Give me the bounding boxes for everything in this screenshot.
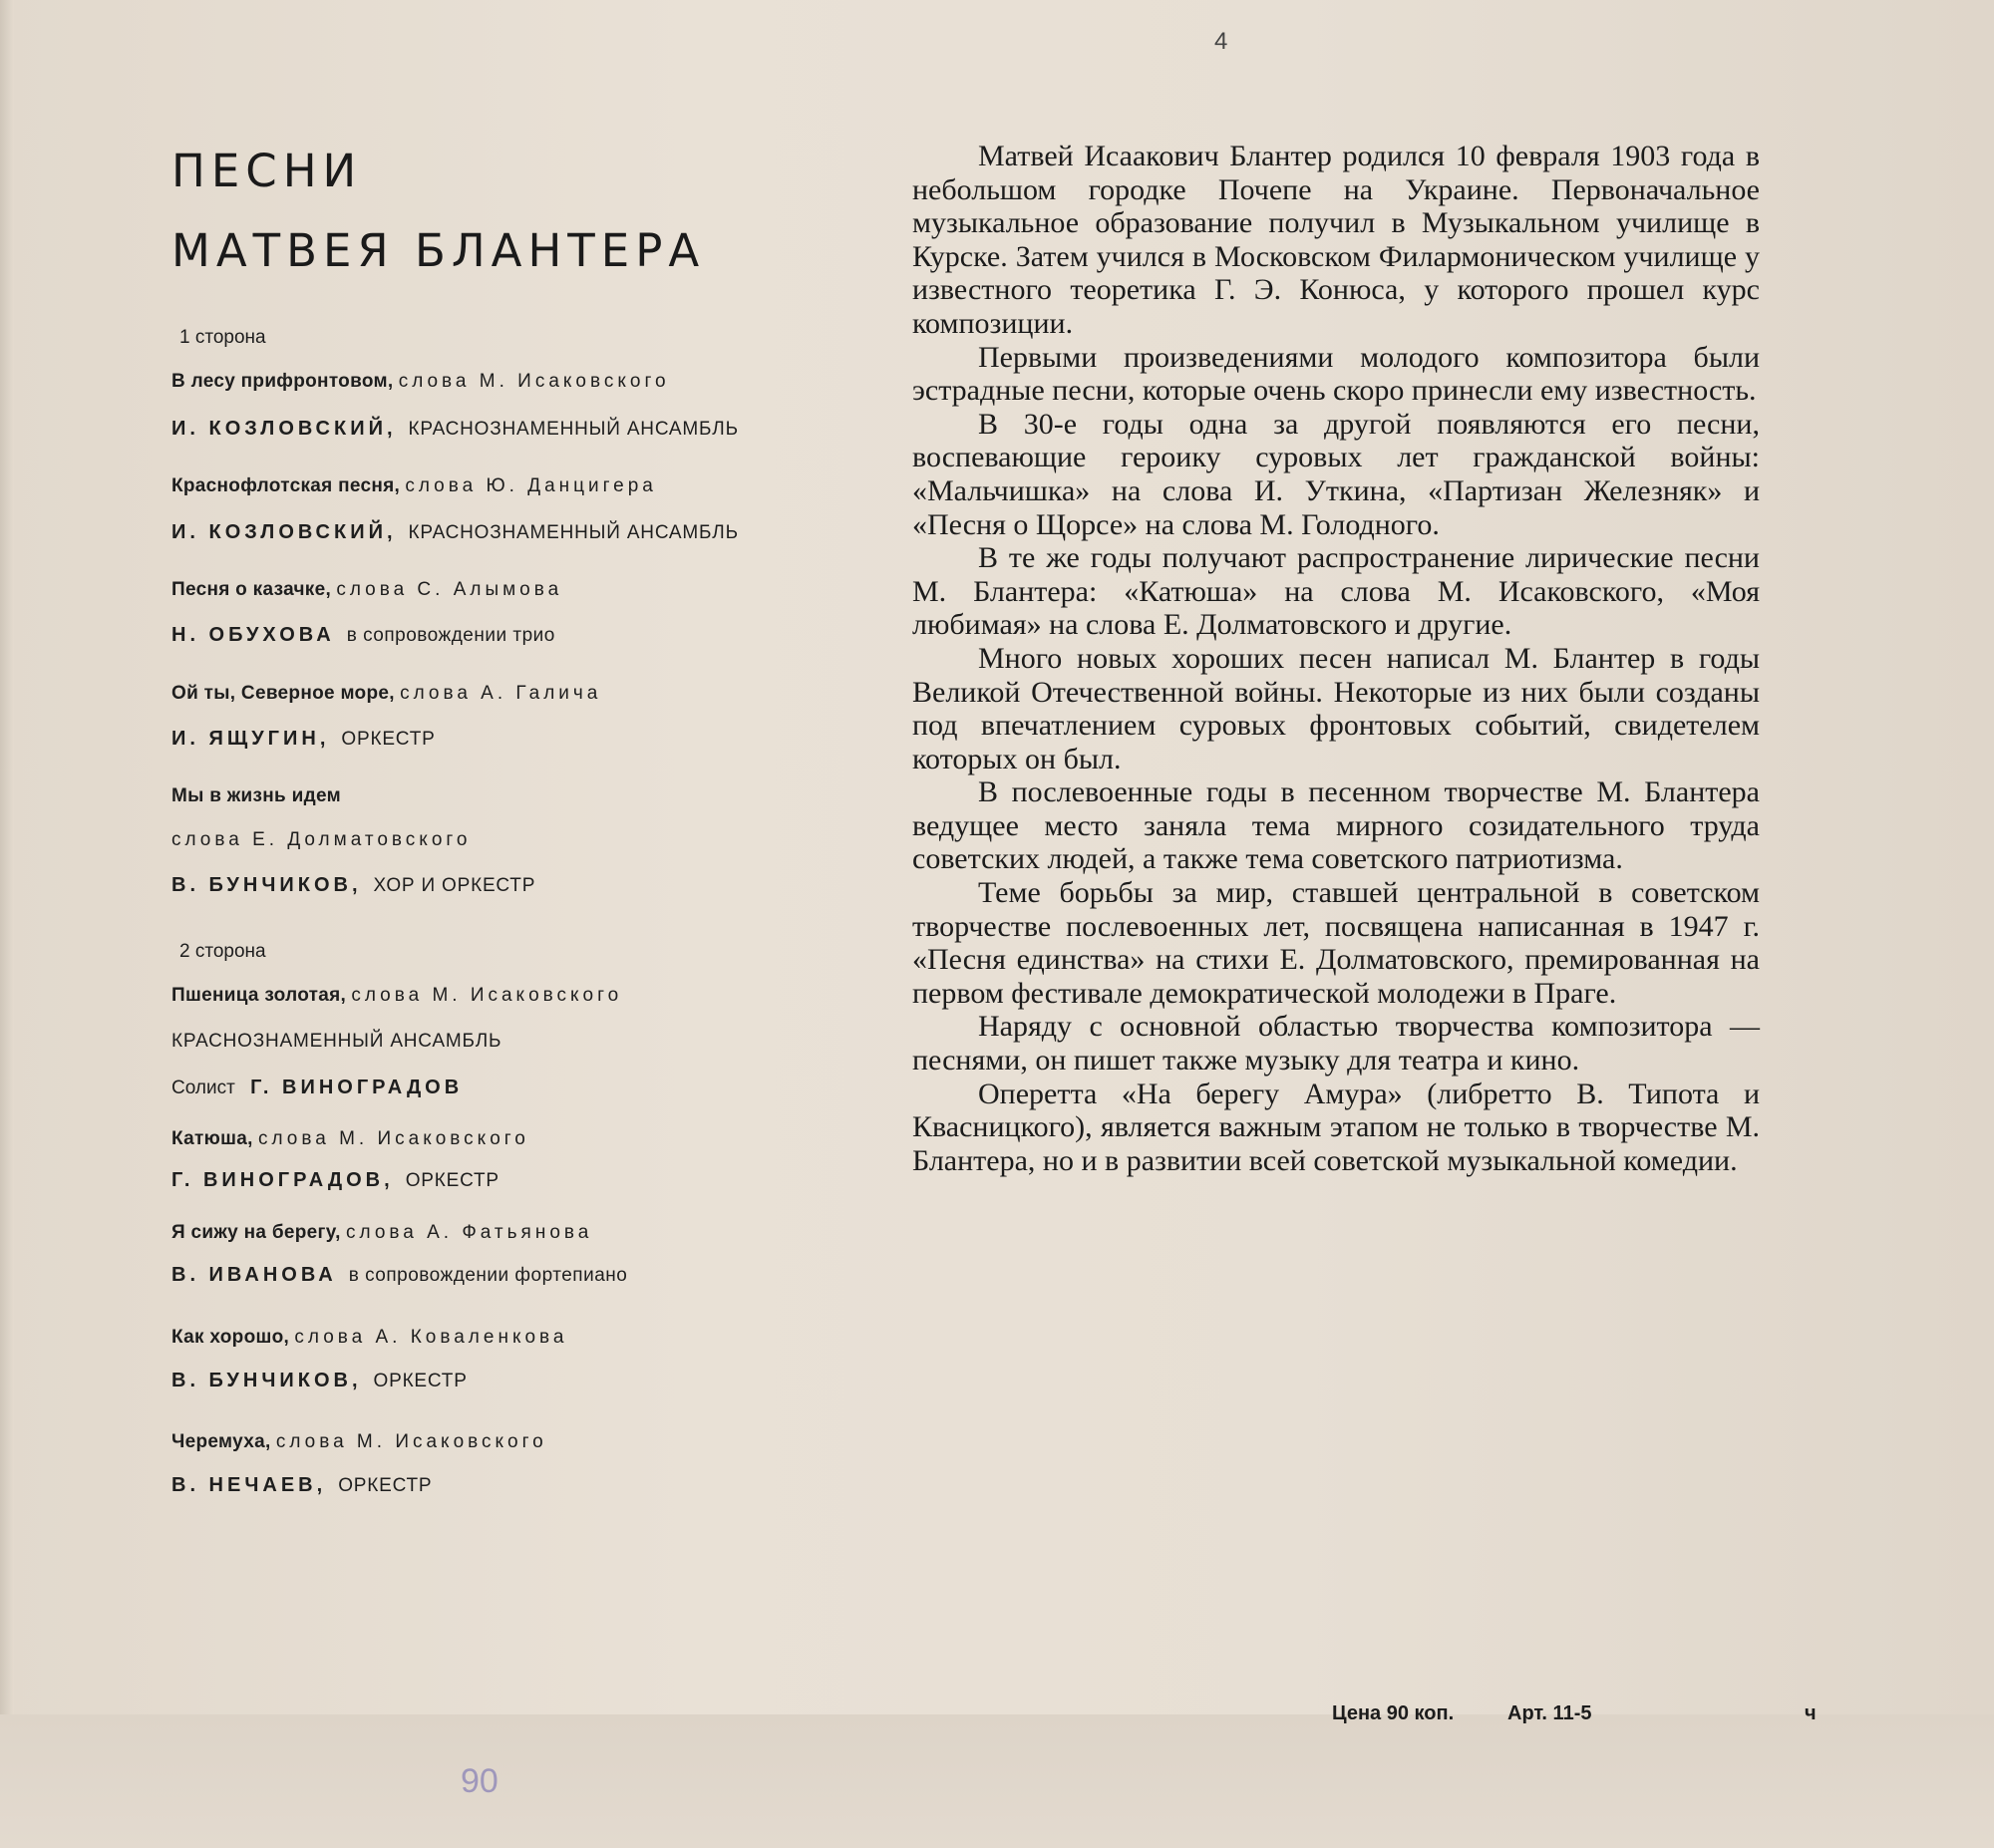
bio-paragraph: В послевоенные годы в песенном творчестве М. Блантера ведущее место заняла тема мирного созидательного труда советских людей, а также тема советского патриотизма. [912, 775, 1760, 876]
track-lyricist: слова А. Коваленкова [294, 1327, 568, 1348]
track-performer: И. КОЗЛОВСКИЙ, [171, 418, 397, 440]
title-line-1: ПЕСНИ [171, 145, 363, 197]
track-1-performer-row [171, 418, 739, 441]
track-performer: В. БУНЧИКОВ, [171, 1370, 362, 1391]
track-10-title-row [171, 1431, 547, 1453]
track-lyricist: слова Е. Долматовского [171, 829, 472, 850]
price-label: Цена 90 коп. [1332, 1702, 1455, 1724]
track-4-title-row [171, 683, 601, 705]
track-7-performer-row [171, 1169, 499, 1192]
track-1-title-row [171, 371, 670, 393]
track-7-title-row [171, 1128, 529, 1150]
side-2-label: 2 сторона [179, 941, 266, 962]
bio-paragraph: Оперетта «На берегу Амура» (либретто В. Типота и Квасницкого), является важным этапом не только в творчестве М. Блантера, но и в развитии всей советской музыкальной комедии. [912, 1077, 1760, 1177]
article-number: Арт. 11-5 [1507, 1702, 1592, 1724]
track-lyricist: слова М. Исаковского [351, 985, 623, 1006]
track-6-title-row [171, 985, 622, 1007]
track-lyricist: слова М. Исаковского [258, 1128, 529, 1149]
track-title: Краснофлотская песня, [171, 475, 401, 496]
track-title: Песня о казачке, [171, 579, 332, 600]
ink-stamp-mark: 90 [461, 1762, 498, 1800]
track-title: Пшеница золотая, [171, 985, 347, 1006]
track-9-title-row [171, 1327, 568, 1349]
track-performer: В. НЕЧАЕВ, [171, 1474, 327, 1496]
biography-text [912, 140, 1760, 1177]
side-1-label: 1 сторона [179, 327, 266, 348]
track-title: Я сижу на берегу, [171, 1222, 341, 1243]
track-accompaniment: ОРКЕСТР [405, 1170, 499, 1191]
track-lyricist: слова А. Фатьянова [346, 1222, 593, 1243]
track-accompaniment: ОРКЕСТР [341, 729, 436, 750]
bio-paragraph: В 30-е годы одна за другой появляются его песни, воспевающие героику суровых лет гражданской войны: «Мальчишка» на слова И. Уткина, «Партизан Железняк» и «Песня о Щорсе» на слова М. Голодного. [912, 407, 1760, 541]
track-10-performer-row [171, 1474, 432, 1497]
track-lyricist: слова М. Исаковского [275, 1431, 547, 1452]
track-4-performer-row [171, 728, 436, 751]
bio-paragraph: Наряду с основной областью творчества композитора — песнями, он пишет также музыку для театра и кино. [912, 1010, 1760, 1078]
track-5-performer-row [171, 874, 535, 897]
track-accompaniment: ОРКЕСТР [373, 1371, 468, 1391]
track-2-title-row [171, 475, 657, 497]
track-accompaniment: в сопровождении фортепиано [348, 1265, 628, 1286]
track-accompaniment: ХОР И ОРКЕСТР [373, 875, 536, 896]
track-performer: В. ИВАНОВА [171, 1264, 337, 1286]
track-performer: Н. ОБУХОВА [171, 624, 335, 646]
track-lyricist: слова Ю. Данцигера [405, 475, 657, 496]
track-9-performer-row [171, 1370, 468, 1392]
track-lyricist: слова А. Галича [400, 683, 602, 704]
bio-paragraph: В те же годы получают распространение лирические песни М. Блантера: «Катюша» на слова М. Исаковского, «Моя любимая» на слова Е. Долматовского и другие. [912, 541, 1760, 642]
track-ensemble: КРАСНОЗНАМЕННЫЙ АНСАМБЛЬ [171, 1031, 502, 1052]
track-title: Катюша, [171, 1128, 253, 1149]
bio-paragraph: Матвей Исаакович Блантер родился 10 февраля 1903 года в небольшом городке Почепе на Украине. Первоначальное музыкальное образование получил в Музыкальном училище в Курске. Затем учился в Московском Филармоническом училище у известного теоретика Г. Э. Конюса, у которого прошел курс композиции. [912, 140, 1760, 340]
track-5-title-row [171, 785, 341, 807]
track-6-ensemble-row [171, 1031, 501, 1053]
track-lyricist: слова С. Алымова [336, 579, 563, 600]
track-accompaniment: ОРКЕСТР [338, 1475, 433, 1496]
track-performer: В. БУНЧИКОВ, [171, 874, 362, 896]
track-8-performer-row [171, 1264, 627, 1287]
soloist-label: Солист [171, 1078, 235, 1098]
track-title: Мы в жизнь идем [171, 785, 341, 806]
bio-paragraph: Много новых хороших песен написал М. Блантер в годы Великой Отечественной войны. Некоторые из них были созданы под впечатлением суровых фронтовых событий, свидетелем которых он был. [912, 641, 1760, 775]
track-performer: И. ЯЩУГИН, [171, 728, 330, 750]
track-accompaniment: в сопровождении трио [346, 625, 555, 646]
track-5-lyricist-row [171, 829, 471, 851]
title-line-2: МАТВЕЯ БЛАНТЕРА [171, 224, 706, 277]
track-performer: Г. ВИНОГРАДОВ, [171, 1169, 394, 1191]
track-3-performer-row [171, 624, 555, 647]
bio-paragraph: Теме борьбы за мир, ставшей центральной в советском творчестве послевоенных лет, посвящена написанная в 1947 г. «Песня единства» на стихи Е. Долматовского, премированная на первом фестивале демократической молодежи в Праге. [912, 876, 1760, 1010]
track-soloist: Г. ВИНОГРАДОВ [250, 1077, 464, 1098]
track-accompaniment: КРАСНОЗНАМЕННЫЙ АНСАМБЛЬ [408, 419, 739, 440]
sleeve-fold-edge [0, 0, 14, 1848]
track-title: Ой ты, Северное море, [171, 683, 395, 704]
track-title: В лесу прифронтовом, [171, 371, 394, 392]
footer-mark: ч [1805, 1702, 1817, 1724]
track-performer: И. КОЗЛОВСКИЙ, [171, 521, 397, 543]
bottom-band [0, 1714, 1994, 1848]
track-8-title-row [171, 1222, 592, 1244]
track-title: Черемуха, [171, 1431, 271, 1452]
bio-paragraph: Первыми произведениями молодого композитора были эстрадные песни, которые очень скоро принесли ему известность. [912, 340, 1760, 408]
track-title: Как хорошо, [171, 1327, 290, 1348]
track-2-performer-row [171, 521, 739, 544]
track-3-title-row [171, 579, 562, 601]
track-accompaniment: КРАСНОЗНАМЕННЫЙ АНСАМБЛЬ [408, 522, 739, 543]
track-6-soloist-row [171, 1077, 475, 1099]
track-lyricist: слова М. Исаковского [398, 371, 670, 392]
top-pencil-mark: 4 [1214, 28, 1228, 55]
